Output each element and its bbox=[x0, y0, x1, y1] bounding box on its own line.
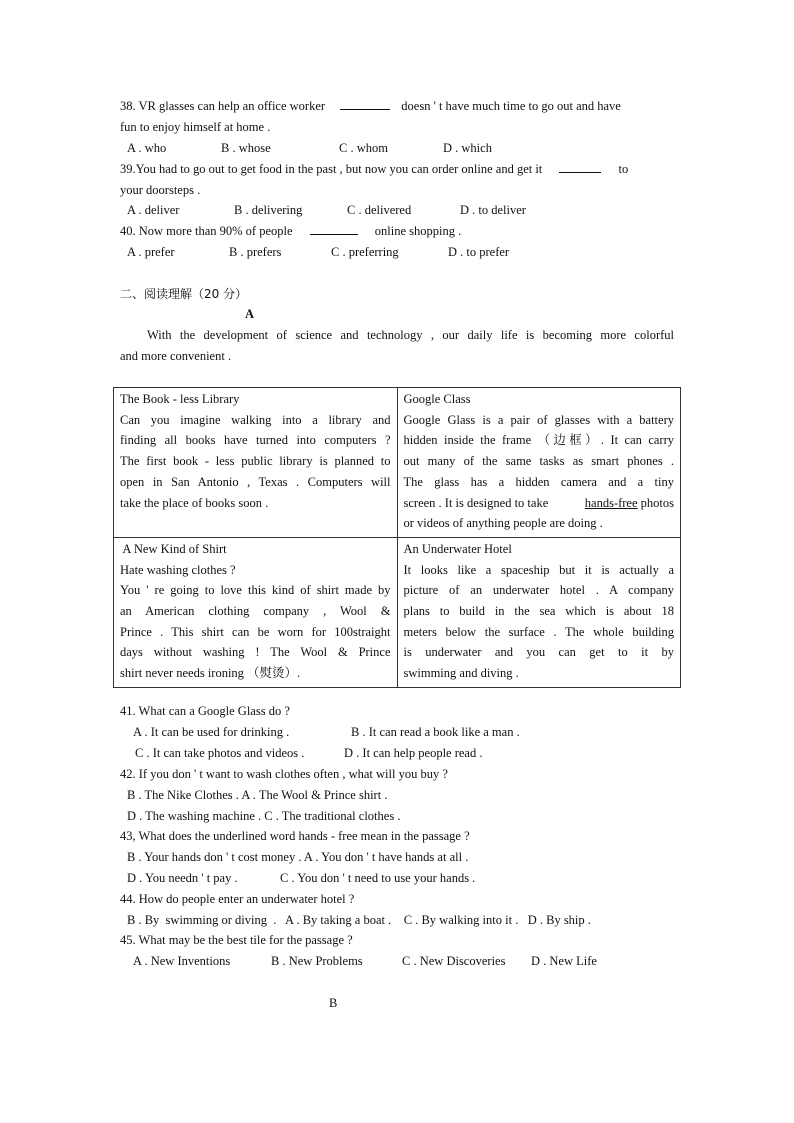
cell-line: is underwater and you can get to it by bbox=[403, 645, 674, 660]
cell-line: hidden inside the frame （边框）. It can carry bbox=[403, 433, 674, 448]
q38-option-d: D . which bbox=[443, 141, 492, 155]
cell-line: an American clothing company , Wool & bbox=[120, 604, 391, 619]
q38-line1: 38. VR glasses can help an office worker doesn ' t have much time to go out and have bbox=[120, 99, 621, 113]
q40-option-d: D . to prefer bbox=[448, 245, 510, 259]
q40-option-a: A . prefer bbox=[127, 245, 175, 259]
q43-options-row1: B . Your hands don ' t cost money . A . You don ' t have hands at all . bbox=[127, 850, 469, 864]
q45-option-d: D . New Life bbox=[531, 954, 597, 968]
cell-line: picture of an underwater hotel . A company bbox=[403, 583, 674, 598]
q41-question: 41. What can a Google Glass do ? bbox=[120, 704, 290, 718]
q44-options-row1: B . By swimming or diving . A . By taking a boat . C . By walking into it . D . By ship . bbox=[127, 913, 591, 927]
q38-option-a: A . who bbox=[127, 141, 167, 155]
cell-line: swimming and diving . bbox=[403, 666, 519, 681]
q39-line2: your doorsteps . bbox=[120, 183, 201, 197]
cell-title: Google Class bbox=[403, 392, 471, 406]
cell-line: out many of the same tasks as smart phones . bbox=[403, 454, 674, 469]
cell-line: finding all books have turned into computers ? bbox=[120, 433, 391, 448]
q40-option-c: C . preferring bbox=[331, 245, 399, 259]
q45-option-b: B . New Problems bbox=[271, 954, 363, 968]
q42-options-row1: B . The Nike Clothes . A . The Wool & Prince shirt . bbox=[127, 788, 388, 802]
cell-new-shirt bbox=[114, 537, 398, 687]
q39-option-b: B . delivering bbox=[234, 203, 303, 217]
q45-option-c: C . New Discoveries bbox=[402, 954, 506, 968]
cell-title: A New Kind of Shirt bbox=[120, 541, 227, 556]
q39-option-a: A . deliver bbox=[127, 203, 180, 217]
cell-underwater-hotel bbox=[397, 537, 681, 687]
cell-line: The glass has a hidden camera and a tiny bbox=[403, 474, 674, 489]
q38-line2: fun to enjoy himself at home . bbox=[120, 120, 271, 134]
cell-line: open in San Antonio , Texas . Computers will bbox=[120, 474, 391, 489]
q38-answer-blank bbox=[340, 97, 390, 110]
q38-option-b: B . whose bbox=[221, 141, 271, 155]
section-heading: 二、阅读理解（20 分） bbox=[120, 287, 248, 301]
q41-option-c: C . It can take photos and videos . bbox=[135, 746, 305, 760]
q41-option-b: B . It can read a book like a man . bbox=[351, 725, 520, 739]
cell-line: It looks like a spaceship but it is actually a bbox=[403, 562, 674, 577]
q41-option-a: A . It can be used for drinking . bbox=[133, 725, 290, 739]
cell-bookless-library bbox=[114, 388, 398, 538]
q43-option-d: D . You needn ' t pay . bbox=[127, 871, 238, 885]
q41-option-d: D . It can help people read . bbox=[344, 746, 483, 760]
q45-option-a: A . New Inventions bbox=[133, 954, 231, 968]
hands-free-underlined-word: hands-free bbox=[584, 495, 638, 510]
cell-line: or videos of anything people are doing . bbox=[403, 516, 603, 531]
cell-line: The first book - less public library is planned to bbox=[120, 454, 391, 469]
q40-line1: 40. Now more than 90% of people online shopping . bbox=[120, 224, 462, 238]
cell-title: The Book - less Library bbox=[120, 392, 240, 406]
cell-line: plans to build in the sea which is about 18 bbox=[403, 604, 674, 619]
cell-line: Can you imagine walking into a library and bbox=[120, 412, 391, 427]
cell-line: Google Glass is a pair of glasses with a battery bbox=[403, 412, 674, 427]
q42-options-row2: D . The washing machine . C . The traditional clothes . bbox=[127, 809, 401, 823]
cell-line: take the place of books soon . bbox=[120, 495, 269, 510]
cell-line: meters below the surface . The whole building bbox=[403, 624, 674, 639]
passage-intro-line1: With the development of science and technology , our daily life is becoming more colorful bbox=[147, 328, 674, 342]
q45-question: 45. What may be the best tile for the passage ? bbox=[120, 933, 353, 947]
passage-intro-line2: and more convenient . bbox=[120, 349, 232, 363]
q39-option-c: C . delivered bbox=[347, 203, 412, 217]
inventions-table bbox=[113, 387, 681, 688]
q38-option-c: C . whom bbox=[339, 141, 388, 155]
q43-option-c: C . You don ' t need to use your hands . bbox=[280, 871, 476, 885]
cell-title: An Underwater Hotel bbox=[403, 541, 512, 556]
q43-question: 43, What does the underlined word hands - free mean in the passage ? bbox=[120, 829, 470, 843]
q40-option-b: B . prefers bbox=[229, 245, 282, 259]
q39-line1: 39.You had to go out to get food in the past , but now you can order online and get it to bbox=[120, 162, 629, 176]
q39-answer-blank bbox=[559, 160, 601, 173]
passage-a-label: A bbox=[245, 307, 255, 321]
q44-question: 44. How do people enter an underwater hotel ? bbox=[120, 892, 355, 906]
passage-b-label: B bbox=[329, 996, 338, 1010]
cell-line: days without washing ! The Wool & Prince bbox=[120, 645, 391, 660]
cell-google-glass bbox=[397, 388, 681, 538]
cell-line: Hate washing clothes ? bbox=[120, 562, 236, 577]
q42-question: 42. If you don ' t want to wash clothes often , what will you buy ? bbox=[120, 767, 448, 781]
cell-line: You ' re going to love this kind of shirt made by bbox=[120, 583, 391, 598]
cell-line-with-underline: screen . It is designed to take hands-free photos bbox=[403, 495, 674, 510]
q39-option-d: D . to deliver bbox=[460, 203, 526, 217]
q40-answer-blank bbox=[310, 222, 358, 235]
cell-line: Prince . This shirt can be worn for 100straight bbox=[120, 624, 391, 639]
cell-line: shirt never needs ironing （熨烫）. bbox=[120, 666, 301, 681]
